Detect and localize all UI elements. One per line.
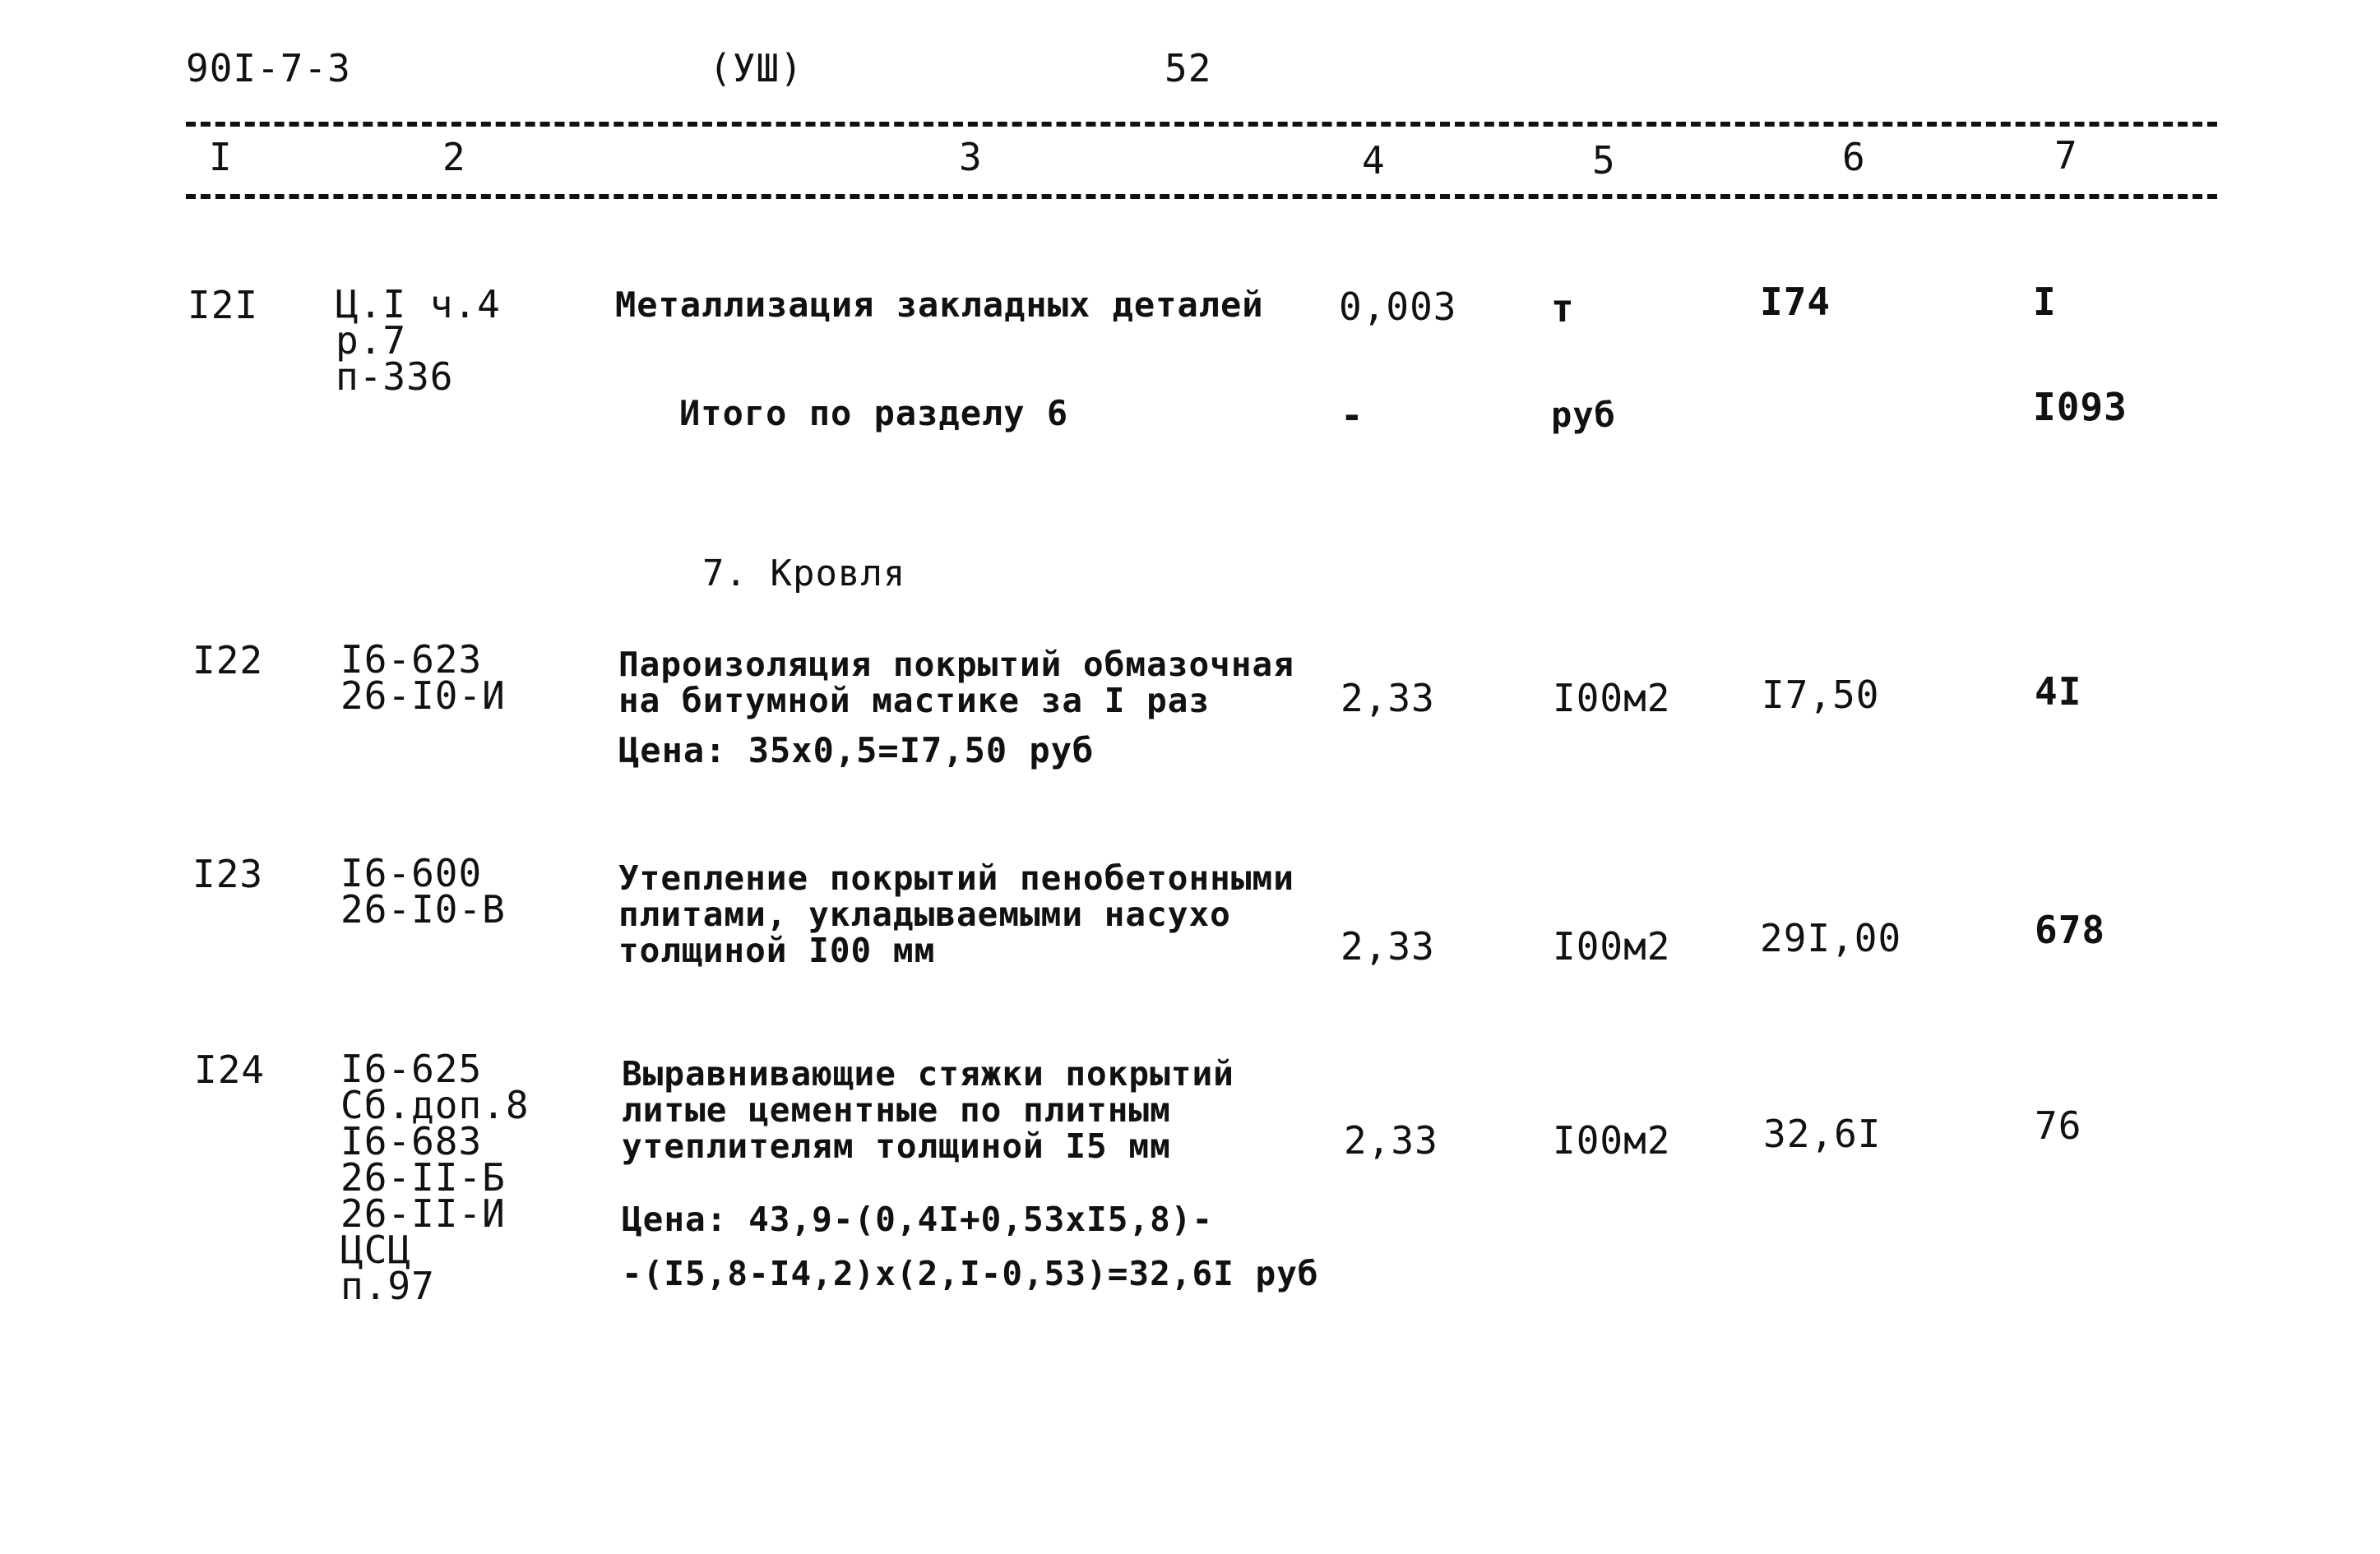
section-title: 7. Кровля [702, 553, 906, 594]
row-code: I6-625 Сб.доп.8 I6-683 26-II-Б 26-II-И ЦСЦ п.97 [340, 1047, 530, 1308]
row-number: I24 [194, 1048, 266, 1092]
row-total: 4I [2035, 669, 2082, 714]
row-price-note: Цена: 35х0,5=I7,50 руб [618, 730, 1095, 770]
row-number: I2I [188, 283, 259, 327]
row-unit: т [1551, 286, 1575, 331]
row-name: Утепление покрытий пенобетонными плитами, укладываемыми насухо толщиной I00 мм [618, 858, 1294, 970]
column-header-5: 5 [1592, 138, 1616, 183]
row-name: Металлизация закладных деталей [615, 284, 1264, 325]
row-price: 32,6I [1763, 1112, 1882, 1156]
row-total: 76 [2035, 1103, 2082, 1148]
row-quantity: 2,33 [1344, 1118, 1438, 1163]
subtotal-quantity: - [1340, 393, 1364, 437]
column-header-4: 4 [1362, 138, 1386, 183]
row-quantity: 0,003 [1339, 284, 1457, 329]
document-code: 90I-7-3 [186, 46, 351, 90]
page-number: 52 [1165, 46, 1212, 90]
row-code: I6-623 26-I0-И [340, 637, 506, 718]
column-header-1: I [209, 135, 233, 179]
row-price: 29I,00 [1760, 916, 1902, 960]
subtotal-label: Итого по разделу 6 [679, 393, 1069, 433]
row-number: I22 [192, 638, 264, 682]
row-price: I7,50 [1762, 673, 1880, 717]
subtotal-total: I093 [2033, 385, 2128, 429]
column-header-2: 2 [442, 135, 466, 179]
header-bottom-rule [186, 194, 2217, 199]
row-price-note: Цена: 43,9-(0,4I+0,53хI5,8)- -(I5,8-I4,2)х(2,I-0,53)=32,6I руб [622, 1200, 1319, 1293]
row-number: I23 [192, 852, 264, 896]
column-header-3: 3 [959, 135, 983, 179]
row-quantity: 2,33 [1340, 676, 1435, 720]
subtotal-unit: руб [1551, 395, 1616, 435]
row-quantity: 2,33 [1340, 924, 1435, 969]
row-code: Ц.I ч.4 р.7 п-336 [336, 282, 501, 399]
header-top-rule [186, 122, 2217, 127]
row-total: I [2033, 280, 2057, 324]
row-name: Выравнивающие стяжки покрытий литые цементные по плитным утеплителям толщиной I5 мм [622, 1054, 1234, 1166]
row-unit: I00м2 [1553, 676, 1671, 720]
album-number: (УШ) [709, 46, 803, 90]
row-price: I74 [1760, 280, 1831, 324]
column-header-6: 6 [1842, 135, 1866, 179]
row-total: 678 [2035, 908, 2106, 952]
row-name: Пароизоляция покрытий обмазочная на битумной мастике за I раз [618, 645, 1294, 720]
row-code: I6-600 26-I0-В [340, 851, 506, 932]
row-unit: I00м2 [1553, 1118, 1671, 1163]
row-unit: I00м2 [1553, 924, 1671, 969]
column-header-7: 7 [2054, 133, 2078, 178]
